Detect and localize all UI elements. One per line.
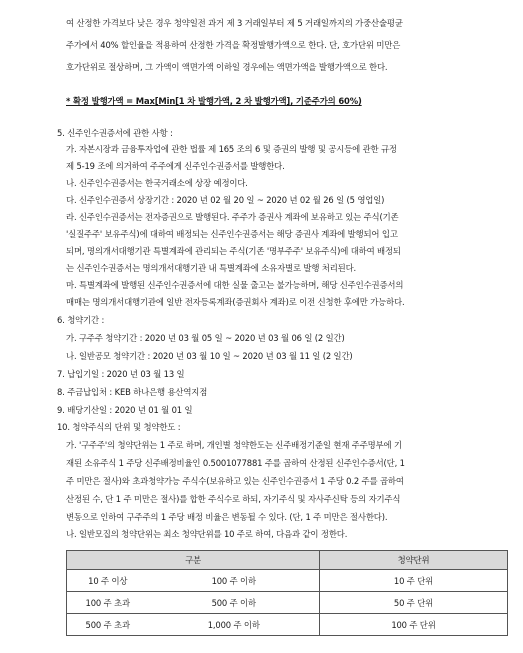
table-row (67, 570, 508, 592)
body-line: 제 5-19 조에 의거하여 주주에게 신주인수권증서를 발행한다. (66, 161, 285, 171)
range-from-cell: 10 주 이상 (67, 570, 149, 592)
table-row (67, 592, 508, 614)
unit-cell: 50 주 단위 (320, 592, 508, 614)
unit-cell: 100 주 단위 (320, 614, 508, 636)
range-to-cell: 1,000 주 이하 (149, 614, 320, 636)
body-line: 나. 일반모집의 청약단위는 최소 청약단위를 10 주로 하여, 다음과 같이 정한다. (66, 529, 348, 539)
body-line: 변동으로 인하여 구주주의 1 주당 배정 비율은 변동될 수 있다. (단, 1 주 미만은 절사한다). (66, 512, 388, 522)
intro-line: 여 산정한 가격보다 낮은 경우 청약일전 과거 제 3 거래일부터 제 5 거래일까지의 가중산술평균 (66, 18, 403, 28)
body-line: 마. 특별계좌에 발행된 신주인수권증서에 대한 실물 출고는 불가능하며, 해당 신주인수권증서의 (66, 280, 404, 290)
body-line: 가. 구주주 청약기간 : 2020 년 03 월 05 일 ~ 2020 년 03 월 06 일 (2 일간) (66, 333, 345, 343)
header-category: 구분 (67, 551, 320, 570)
body-line: 재된 소유주식 1 주당 신주배정비율인 0.5001077881 주를 곱하여 산정된 신주인수증서(단, 1 (66, 458, 405, 468)
body-line: 다. 신주인수권증서 상장기간 : 2020 년 02 월 20 일 ~ 2020 년 02 월 26 일 (5 영업일) (66, 195, 385, 205)
body-line: 라. 신주인수권증서는 전자증권으로 발행된다. 주주가 증권사 계좌에 보유하고 있는 주식(기존 (66, 212, 399, 222)
body-line: 나. 신주인수권증서는 한국거래소에 상장 예정이다. (66, 178, 248, 188)
table-row (67, 614, 508, 636)
section-8-heading: 8. 주금납입처 : KEB 하나은행 용산역지점 (57, 387, 208, 397)
body-line: 주 미만은 절사)와 초과청약가능 주식수(보유하고 있는 신주인수권증서 1 주당 0.2 주를 곱하여 (66, 476, 404, 486)
section-5-heading: 5. 신주인수권증서에 관한 사항 : (57, 128, 173, 138)
body-line: 나. 일반공모 청약기간 : 2020 년 03 월 10 일 ~ 2020 년 03 월 11 일 (2 일간) (66, 351, 353, 361)
body-line: 매매는 명의개서대행기관에 일반 전자등록계좌(증권회사 계좌)로 이전 신청한 후에만 가능하다. (66, 297, 405, 307)
subscription-unit-table (66, 550, 508, 636)
body-line: 산정된 수, 단 1 주 미만은 절사)를 합한 주식수로 하되, 자기주식 및 자사주신탁 등의 자기주식 (66, 494, 401, 504)
range-to-cell: 100 주 이하 (149, 570, 320, 592)
range-to-cell: 500 주 이하 (149, 592, 320, 614)
section-7-heading: 7. 납입기일 : 2020 년 03 월 13 일 (57, 369, 185, 379)
table-header-row (67, 551, 508, 570)
body-line: 는 신주인수권증서는 명의개서대행기관 내 특별계좌에 소유자별로 발행 처리된다. (66, 263, 357, 273)
intro-line: 호가단위로 절상하며, 그 가액이 액면가액 이하일 경우에는 액면가액을 발행가액으로 한다. (66, 62, 388, 72)
header-unit: 청약단위 (320, 551, 508, 570)
section-10-heading: 10. 청약주식의 단위 및 청약한도 : (57, 422, 181, 432)
body-line: 가. '구주주'의 청약단위는 1 주로 하며, 개인별 청약한도는 신주배정기준일 현재 주주명부에 기 (66, 440, 402, 450)
body-line: 가. 자본시장과 금융투자업에 관한 법률 제 165 조의 6 및 증권의 발행 및 공시등에 관한 규정 (66, 144, 397, 154)
body-line: 되며, 명의개서대행기관 특별계좌에 관리되는 주식(기존 '명부주주' 보유주식)에 대하여 배정되 (66, 246, 401, 256)
unit-cell: 10 주 단위 (320, 570, 508, 592)
body-line: '실질주주' 보유주식)에 대하여 배정되는 신주인수권증서는 해당 증권사 계좌에 발행되어 입고 (66, 229, 398, 239)
section-9-heading: 9. 배당기산일 : 2020 년 01 월 01 일 (57, 405, 193, 415)
price-formula: * 확정 발행가액 = Max[Min[1 차 발행가액, 2 차 발행가액], 기준주가의 60%) (66, 96, 362, 106)
section-6-heading: 6. 청약기간 : (57, 315, 105, 325)
intro-line: 주가에서 40% 할인율을 적용하여 산정한 가격을 확정발행가액으로 한다. 단, 호가단위 미만은 (66, 40, 401, 50)
range-from-cell: 500 주 초과 (67, 614, 149, 636)
range-from-cell: 100 주 초과 (67, 592, 149, 614)
